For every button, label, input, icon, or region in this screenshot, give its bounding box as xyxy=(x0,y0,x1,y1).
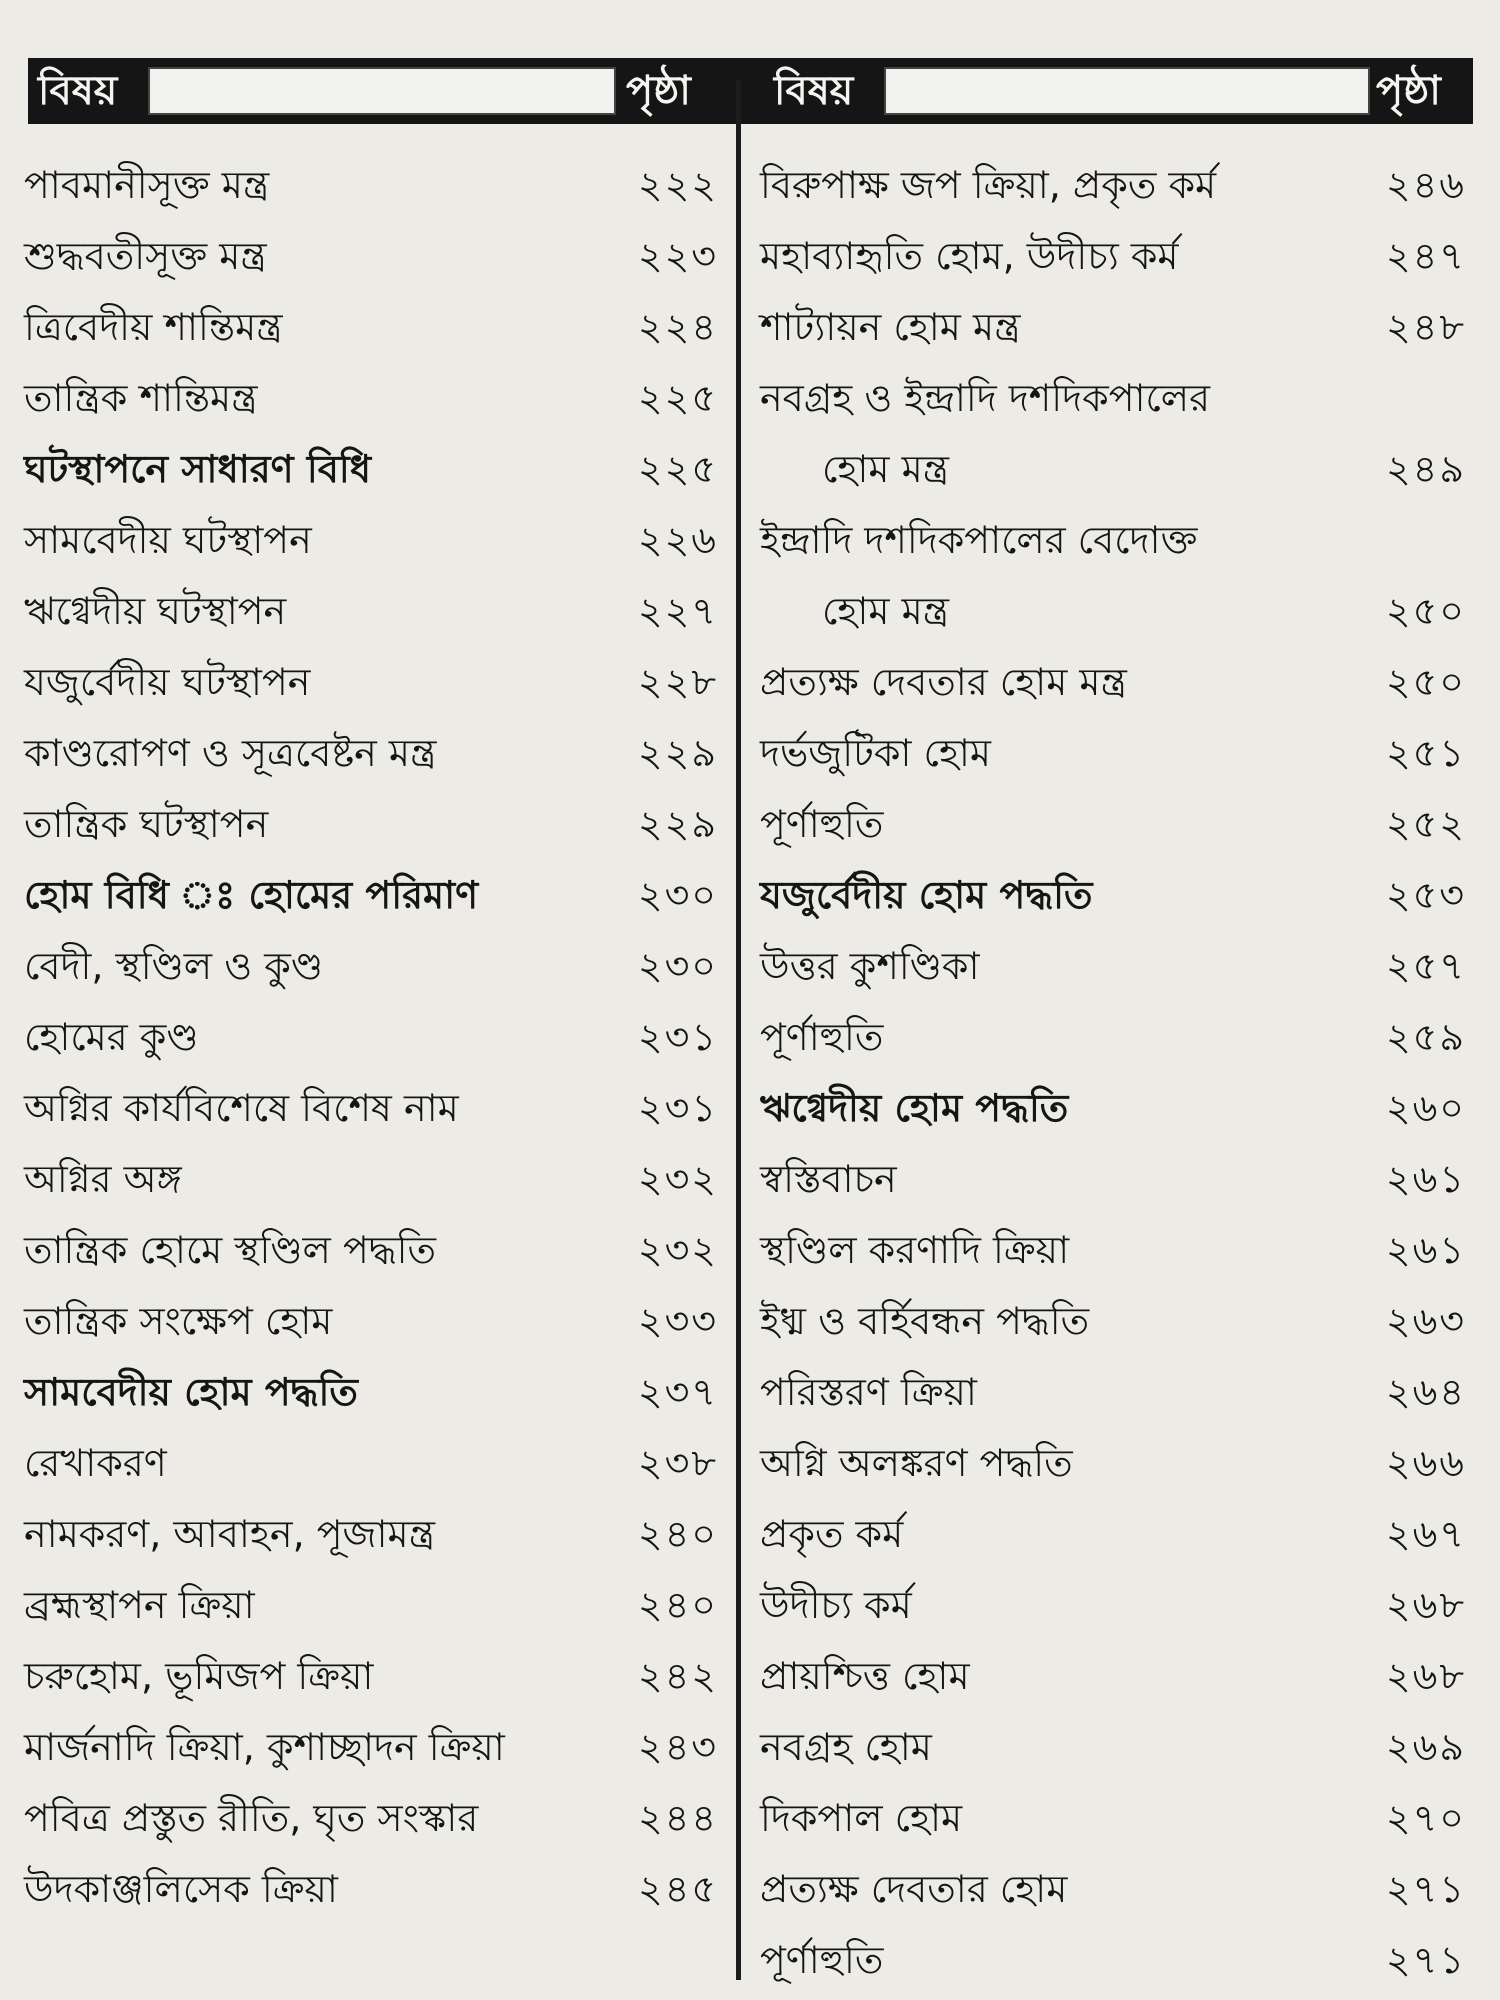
entry-page-number: ২৩৩ xyxy=(637,1299,718,1343)
contents-entry xyxy=(24,1144,724,1215)
contents-entry xyxy=(24,860,724,931)
entry-page-number: ২৪৬ xyxy=(1385,163,1466,207)
contents-entry xyxy=(24,576,724,647)
contents-entry xyxy=(24,1215,724,1286)
entry-page-number: ২৪০ xyxy=(637,1512,718,1556)
entry-title: উদীচ্য কর্ম xyxy=(760,1583,912,1627)
contents-entry xyxy=(760,1286,1472,1357)
contents-entry xyxy=(24,789,724,860)
contents-entry xyxy=(760,576,1472,647)
entry-page-number: ২৪৫ xyxy=(637,1867,718,1911)
contents-entry xyxy=(24,1783,724,1854)
contents-entry xyxy=(760,292,1472,363)
entry-title: তান্ত্রিক ঘটস্থাপন xyxy=(24,802,269,846)
entry-page-number: ২৪৪ xyxy=(637,1796,718,1840)
contents-entry xyxy=(24,221,724,292)
entry-page-number: ২৫০ xyxy=(1385,660,1466,704)
entry-title: পূর্ণাহুতি xyxy=(760,802,884,846)
entry-title: ঋগ্বেদীয় হোম পদ্ধতি xyxy=(760,1086,1069,1130)
entry-title: ঋগ্বেদীয় ঘটস্থাপন xyxy=(24,589,287,633)
contents-header-bar xyxy=(28,58,1473,124)
entry-title: সামবেদীয় ঘটস্থাপন xyxy=(24,518,312,562)
entry-title: স্বস্তিবাচন xyxy=(760,1157,897,1201)
entry-title: ইধ্ম ও বর্হিবন্ধন পদ্ধতি xyxy=(760,1299,1090,1343)
entry-title: মার্জনাদি ক্রিয়া, কুশাচ্ছাদন ক্রিয়া xyxy=(24,1725,505,1769)
contents-entry xyxy=(760,789,1472,860)
contents-entry xyxy=(24,363,724,434)
left-contents-column xyxy=(24,150,724,1925)
entry-page-number: ২৭০ xyxy=(1385,1796,1466,1840)
right-contents-column xyxy=(760,150,1472,1996)
entry-page-number: ২৩২ xyxy=(637,1157,718,1201)
header-blank-box-right xyxy=(884,67,1370,115)
contents-entry xyxy=(760,860,1472,931)
contents-entry xyxy=(24,1854,724,1925)
contents-entry xyxy=(760,1641,1472,1712)
contents-entry xyxy=(760,150,1472,221)
entry-page-number: ২৫২ xyxy=(1385,802,1466,846)
entry-title: চরুহোম, ভূমিজপ ক্রিয়া xyxy=(24,1654,374,1698)
contents-entry xyxy=(760,931,1472,1002)
contents-entry xyxy=(24,1428,724,1499)
entry-title: ব্রহ্মস্থাপন ক্রিয়া xyxy=(24,1583,255,1627)
contents-entry xyxy=(24,505,724,576)
contents-entry xyxy=(24,1002,724,1073)
entry-page-number: ২৭১ xyxy=(1385,1938,1466,1982)
header-page-right: পৃষ্ঠা xyxy=(1376,68,1441,114)
entry-page-number: ২৬৬ xyxy=(1385,1441,1466,1485)
entry-page-number: ২৪৯ xyxy=(1385,447,1466,491)
entry-page-number: ২৫৭ xyxy=(1385,944,1466,988)
entry-page-number: ২৪৭ xyxy=(1385,234,1466,278)
entry-title: প্রকৃত কর্ম xyxy=(760,1512,904,1556)
entry-title: শুদ্ধবতীসূক্ত মন্ত্র xyxy=(24,234,267,278)
entry-page-number: ২৬১ xyxy=(1385,1157,1466,1201)
entry-title: অগ্নি অলঙ্করণ পদ্ধতি xyxy=(760,1441,1073,1485)
entry-page-number: ২২৪ xyxy=(637,305,718,349)
entry-title: দর্ভজুটিকা হোম xyxy=(760,731,992,775)
contents-entry xyxy=(760,1357,1472,1428)
contents-entry xyxy=(24,150,724,221)
entry-page-number: ২৬৯ xyxy=(1385,1725,1466,1769)
header-page-left: পৃষ্ঠা xyxy=(626,68,691,114)
entry-page-number: ২২৯ xyxy=(637,802,718,846)
header-subject-right: বিষয় xyxy=(774,68,854,114)
entry-page-number: ২৫১ xyxy=(1385,731,1466,775)
contents-entry xyxy=(24,718,724,789)
entry-title: উদকাঞ্জলিসেক ক্রিয়া xyxy=(24,1867,338,1911)
entry-page-number: ২৬৩ xyxy=(1385,1299,1466,1343)
entry-title: হোম বিধি ঃ হোমের পরিমাণ xyxy=(24,873,479,917)
contents-entry xyxy=(24,1286,724,1357)
entry-title: বেদী, স্থণ্ডিল ও কুণ্ড xyxy=(24,944,324,988)
entry-page-number: ২২৫ xyxy=(637,447,718,491)
column-divider xyxy=(736,80,741,1980)
contents-entry xyxy=(760,718,1472,789)
entry-page-number: ২২৭ xyxy=(637,589,718,633)
entry-page-number: ২৩০ xyxy=(637,873,718,917)
entry-page-number: ২৫৯ xyxy=(1385,1015,1466,1059)
entry-page-number: ২৪৮ xyxy=(1385,305,1466,349)
entry-title: হোমের কুণ্ড xyxy=(24,1015,199,1059)
entry-title: প্রায়শ্চিত্ত হোম xyxy=(760,1654,970,1698)
entry-page-number: ২৩১ xyxy=(637,1015,718,1059)
entry-title: ত্রিবেদীয় শান্তিমন্ত্র xyxy=(24,305,283,349)
entry-title: প্রত্যক্ষ দেবতার হোম xyxy=(760,1867,1068,1911)
entry-title: হোম মন্ত্র xyxy=(822,447,950,491)
contents-entry xyxy=(760,1499,1472,1570)
entry-page-number: ২৬০ xyxy=(1385,1086,1466,1130)
entry-page-number: ২৪৩ xyxy=(637,1725,718,1769)
entry-title: তান্ত্রিক হোমে স্থণ্ডিল পদ্ধতি xyxy=(24,1228,436,1272)
entry-title: দিকপাল হোম xyxy=(760,1796,963,1840)
entry-title: পরিস্তরণ ক্রিয়া xyxy=(760,1370,977,1414)
entry-title: প্রত্যক্ষ দেবতার হোম মন্ত্র xyxy=(760,660,1127,704)
contents-entry xyxy=(24,1712,724,1783)
contents-entry xyxy=(24,1499,724,1570)
entry-page-number: ২৬৪ xyxy=(1385,1370,1466,1414)
entry-title: পাবমানীসূক্ত মন্ত্র xyxy=(24,163,270,207)
entry-page-number: ২২৮ xyxy=(637,660,718,704)
header-blank-box-left xyxy=(148,67,616,115)
entry-title: পূর্ণাহুতি xyxy=(760,1938,884,1982)
entry-title: হোম মন্ত্র xyxy=(822,589,950,633)
entry-page-number: ২২৬ xyxy=(637,518,718,562)
entry-title: পবিত্র প্রস্তুত রীতি, ঘৃত সংস্কার xyxy=(24,1796,479,1840)
entry-title: অগ্নির কার্যবিশেষে বিশেষ নাম xyxy=(24,1086,459,1130)
contents-entry xyxy=(24,1570,724,1641)
entry-page-number: ২৫৩ xyxy=(1385,873,1466,917)
entry-title: স্থণ্ডিল করণাদি ক্রিয়া xyxy=(760,1228,1070,1272)
entry-title: কাণ্ডরোপণ ও সূত্রবেষ্টন মন্ত্র xyxy=(24,731,437,775)
entry-page-number: ২২৯ xyxy=(637,731,718,775)
entry-title: উত্তর কুশণ্ডিকা xyxy=(760,944,980,988)
entry-page-number: ২৬১ xyxy=(1385,1228,1466,1272)
entry-title: যজুর্বেদীয় হোম পদ্ধতি xyxy=(760,873,1093,917)
contents-entry xyxy=(760,1712,1472,1783)
entry-title: ইন্দ্রাদি দশদিকপালের বেদোক্ত xyxy=(760,518,1198,562)
entry-page-number: ২৫০ xyxy=(1385,589,1466,633)
entry-page-number: ২৪২ xyxy=(637,1654,718,1698)
contents-entry xyxy=(760,1570,1472,1641)
contents-entry xyxy=(760,221,1472,292)
entry-title: বিরুপাক্ষ জপ ক্রিয়া, প্রকৃত কর্ম xyxy=(760,163,1217,207)
contents-entry xyxy=(760,434,1472,505)
entry-title: সামবেদীয় হোম পদ্ধতি xyxy=(24,1370,358,1414)
entry-title: নবগ্রহ হোম xyxy=(760,1725,932,1769)
entry-page-number: ২৬৮ xyxy=(1385,1583,1466,1627)
contents-entry xyxy=(760,1854,1472,1925)
entry-title: নামকরণ, আবাহন, পূজামন্ত্র xyxy=(24,1512,436,1556)
entry-title: অগ্নির অঙ্গ xyxy=(24,1157,182,1201)
entry-page-number: ২৩৮ xyxy=(637,1441,718,1485)
entry-page-number: ২২৫ xyxy=(637,376,718,420)
entry-page-number: ২২৩ xyxy=(637,234,718,278)
entry-title: মহাব্যাহৃতি হোম, উদীচ্য কর্ম xyxy=(760,234,1179,278)
contents-entry xyxy=(760,1925,1472,1996)
entry-page-number: ২৩০ xyxy=(637,944,718,988)
entry-page-number: ২৩২ xyxy=(637,1228,718,1272)
contents-entry xyxy=(760,1215,1472,1286)
contents-entry xyxy=(24,434,724,505)
entry-title: রেখাকরণ xyxy=(24,1441,167,1485)
entry-page-number: ২৩৭ xyxy=(637,1370,718,1414)
contents-entry xyxy=(24,931,724,1002)
entry-page-number: ২৬৭ xyxy=(1385,1512,1466,1556)
entry-title: শাট্যায়ন হোম মন্ত্র xyxy=(760,305,1021,349)
contents-entry xyxy=(760,1428,1472,1499)
header-subject-left: বিষয় xyxy=(38,68,118,114)
entry-title: ঘটস্থাপনে সাধারণ বিধি xyxy=(24,447,372,491)
contents-entry xyxy=(760,1783,1472,1854)
entry-page-number: ২৩১ xyxy=(637,1086,718,1130)
entry-title: যজুর্বেদীয় ঘটস্থাপন xyxy=(24,660,311,704)
contents-entry xyxy=(24,647,724,718)
entry-title: নবগ্রহ ও ইন্দ্রাদি দশদিকপালের xyxy=(760,376,1210,420)
contents-entry xyxy=(24,1357,724,1428)
contents-entry xyxy=(24,1641,724,1712)
entry-title: তান্ত্রিক শান্তিমন্ত্র xyxy=(24,376,258,420)
contents-entry xyxy=(24,292,724,363)
entry-page-number: ২৬৮ xyxy=(1385,1654,1466,1698)
contents-entry xyxy=(760,505,1472,576)
contents-entry xyxy=(760,363,1472,434)
contents-entry xyxy=(760,1144,1472,1215)
entry-page-number: ২২২ xyxy=(637,163,718,207)
contents-entry xyxy=(760,1073,1472,1144)
contents-entry xyxy=(24,1073,724,1144)
entry-title: তান্ত্রিক সংক্ষেপ হোম xyxy=(24,1299,333,1343)
entry-page-number: ২৪০ xyxy=(637,1583,718,1627)
contents-entry xyxy=(760,1002,1472,1073)
entry-title: পূর্ণাহুতি xyxy=(760,1015,884,1059)
contents-entry xyxy=(760,647,1472,718)
entry-page-number: ২৭১ xyxy=(1385,1867,1466,1911)
